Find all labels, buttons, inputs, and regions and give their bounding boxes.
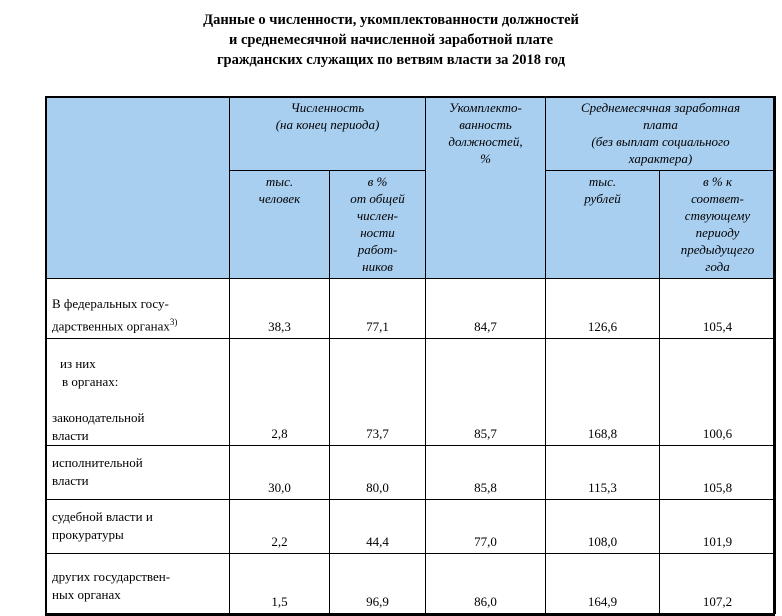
sub-pct-l2: от общей: [350, 191, 405, 206]
sub-rub-l1: тыс.: [588, 174, 617, 189]
cell-count: 2,2: [230, 500, 330, 554]
row-label-l2: власти: [52, 428, 89, 443]
header-salary-l2: плата: [643, 117, 678, 132]
cell-staffing: 86,0: [426, 554, 546, 614]
cell-count: 30,0: [230, 446, 330, 500]
cell-staffing: 85,7: [426, 339, 546, 446]
sub-rub-l2: рублей: [584, 191, 621, 206]
cell-prev-percent: 100,6: [660, 339, 776, 446]
title-line-1: Данные о численности, укомплектованности должностей: [203, 12, 579, 28]
row-label-l2: власти: [52, 473, 89, 488]
cell-salary: 164,9: [546, 554, 660, 614]
sub-thousand-l2: человек: [258, 191, 301, 206]
cell-salary: 168,8: [546, 339, 660, 446]
row-label-l1: судебной власти и: [52, 509, 153, 524]
row-label-l1: исполнительной: [52, 455, 143, 470]
cell-staffing: 77,0: [426, 500, 546, 554]
cell-count: 1,5: [230, 554, 330, 614]
sub-thousand-l1: тыс.: [265, 174, 294, 189]
cell-count: 2,8: [230, 339, 330, 446]
sub-prev-l3: ствующему: [684, 208, 751, 223]
header-count-l1: Численность: [290, 100, 365, 115]
footnote-marker: 3): [169, 317, 178, 327]
cell-prev-percent: 101,9: [660, 500, 776, 554]
cell-prev-percent: 107,2: [660, 554, 776, 614]
row-label-l2: дарственных органах: [52, 318, 170, 334]
sub-prev-l4: периоду: [695, 225, 740, 240]
header-salary-l3: (без выплат социального: [591, 134, 730, 149]
cell-count: 38,3: [230, 279, 330, 339]
cell-percent: 44,4: [330, 500, 426, 554]
sub-pct-l4: ности: [360, 225, 395, 240]
cell-salary: 115,3: [546, 446, 660, 500]
row-label-l2: ных органах: [52, 587, 121, 602]
header-staffing-l1: Укомплекто-: [449, 100, 522, 115]
cell-percent: 80,0: [330, 446, 426, 500]
row-label-l2: прокуратуры: [52, 527, 124, 542]
header-staffing-l2: ванность: [459, 117, 512, 132]
row-label-l1: В федеральных госу-: [52, 296, 169, 311]
cell-salary: 126,6: [546, 279, 660, 339]
header-salary-l4: характера): [628, 151, 693, 166]
sub-prev-l1: в % к: [702, 174, 733, 189]
row-label-l1: законодательной: [52, 410, 145, 425]
header-salary-l1: Среднемесячная заработная: [580, 100, 741, 115]
sub-pct-l5: работ-: [357, 242, 398, 257]
sub-pct-l3: числен-: [356, 208, 398, 223]
header-count-l2: (на конец периода): [275, 117, 380, 132]
row-label-l2: в органах:: [62, 374, 119, 389]
cell-prev-percent: 105,8: [660, 446, 776, 500]
sub-pct-l1: в %: [367, 174, 388, 189]
title-line-3: гражданских служащих по ветвям власти за 2018 год: [216, 52, 566, 68]
cell-staffing: 84,7: [426, 279, 546, 339]
sub-prev-l6: года: [705, 259, 730, 274]
row-label-l1: других государствен-: [52, 569, 171, 584]
cell-percent: 77,1: [330, 279, 426, 339]
document-title: [0, 10, 782, 70]
table-outer-border: [45, 96, 775, 616]
header-staffing-l4: %: [480, 151, 491, 166]
sub-prev-l5: предыдущего: [680, 242, 755, 257]
row-label-l1: из них: [60, 356, 96, 371]
title-line-2: и среднемесячной начисленной заработной плате: [228, 32, 554, 48]
sub-pct-l6: ников: [362, 259, 393, 274]
sub-prev-l2: соответ-: [691, 191, 744, 206]
header-staffing-l3: должностей,: [448, 134, 523, 149]
cell-prev-percent: 105,4: [660, 279, 776, 339]
cell-percent: 73,7: [330, 339, 426, 446]
cell-percent: 96,9: [330, 554, 426, 614]
cell-salary: 108,0: [546, 500, 660, 554]
cell-staffing: 85,8: [426, 446, 546, 500]
